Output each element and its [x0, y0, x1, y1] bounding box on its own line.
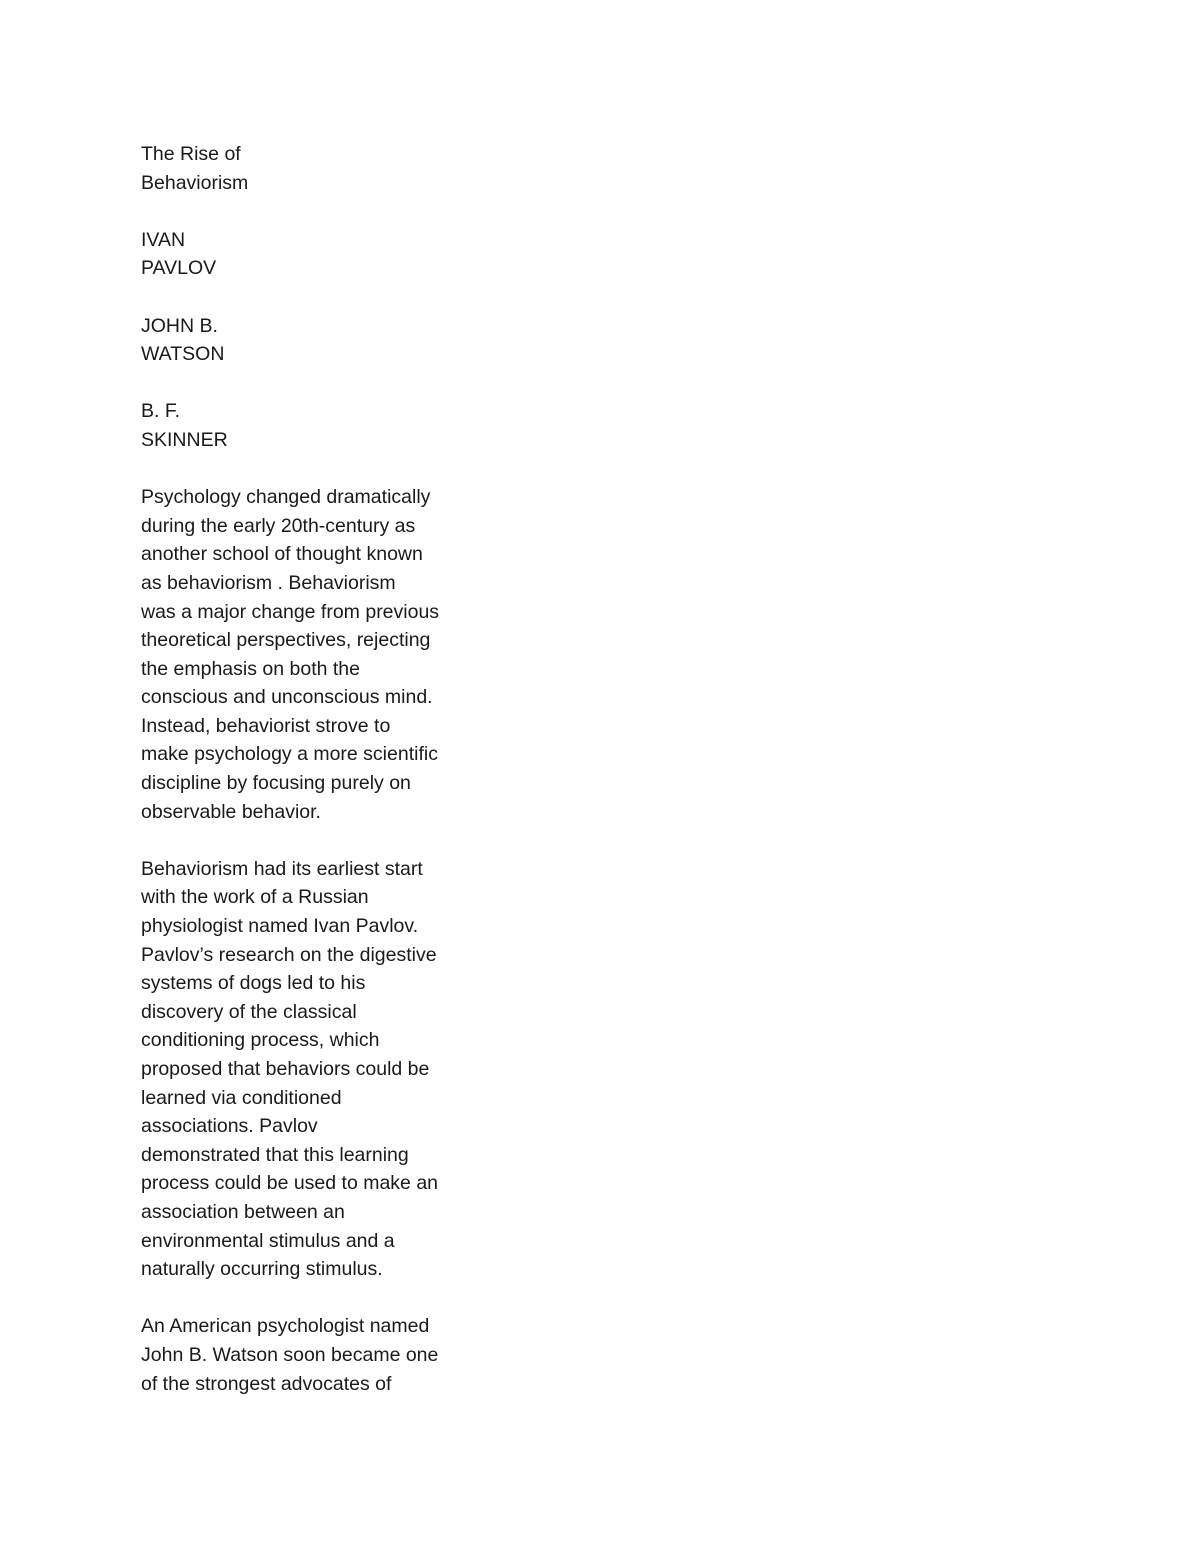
- paragraph-line: associations. Pavlov: [141, 1115, 318, 1138]
- paragraph-line: discipline by focusing purely on: [141, 772, 411, 795]
- paragraph-line: observable behavior.: [141, 800, 321, 823]
- document-body: [141, 140, 481, 1427]
- paragraph-line: during the early 20th-century as: [141, 514, 416, 537]
- title-line: The Rise of: [141, 143, 241, 165]
- name-line: IVAN: [141, 228, 186, 251]
- document-title: [141, 140, 481, 197]
- paragraph-line: Behaviorism had its earliest start: [141, 857, 423, 880]
- name-line: B. F.: [141, 400, 181, 423]
- paragraph-line: physiologist named Ivan Pavlov.: [141, 915, 419, 938]
- name-heading-watson: [141, 312, 481, 369]
- paragraph-line: was a major change from previous: [141, 600, 440, 623]
- paragraph-line: as behaviorism . Behaviorism: [141, 571, 396, 594]
- paragraph-line: Psychology changed dramatically: [141, 486, 431, 509]
- paragraph-line: naturally occurring stimulus.: [141, 1258, 383, 1281]
- paragraph-line: John B. Watson soon became one: [141, 1343, 439, 1366]
- paragraph-line: conditioning process, which: [141, 1029, 380, 1052]
- paragraph-line: conscious and unconscious mind.: [141, 686, 433, 709]
- paragraph-line: make psychology a more scientific: [141, 743, 438, 766]
- paragraph-line: discovery of the classical: [141, 1000, 357, 1023]
- name-heading-skinner: [141, 397, 481, 454]
- paragraph-1: [141, 483, 481, 826]
- paragraph-line: process could be used to make an: [141, 1172, 439, 1195]
- name-line: SKINNER: [141, 428, 228, 451]
- paragraph-line: theoretical perspectives, rejecting: [141, 629, 431, 652]
- paragraph-line: Instead, behaviorist strove to: [141, 714, 391, 737]
- paragraph-line: environmental stimulus and a: [141, 1229, 395, 1252]
- name-line: JOHN B.: [141, 314, 218, 337]
- paragraph-line: proposed that behaviors could be: [141, 1058, 430, 1080]
- paragraph-2: [141, 855, 481, 1284]
- paragraph-line: systems of dogs led to his: [141, 972, 366, 995]
- name-line: PAVLOV: [141, 257, 217, 280]
- paragraph-line: demonstrated that this learning: [141, 1143, 409, 1166]
- paragraph-line: with the work of a Russian: [141, 886, 369, 909]
- paragraph-line: Pavlov’s research on the digestive: [141, 943, 437, 966]
- paragraph-line: of the strongest advocates of: [141, 1372, 392, 1395]
- paragraph-line: association between an: [141, 1200, 345, 1223]
- paragraph-line: learned via conditioned: [141, 1086, 342, 1109]
- paragraph-line: another school of thought known: [141, 543, 423, 566]
- title-line: Behaviorism: [141, 171, 249, 194]
- paragraph-3: [141, 1312, 481, 1398]
- name-heading-pavlov: [141, 226, 481, 283]
- name-line: WATSON: [141, 343, 225, 366]
- paragraph-line: An American psychologist named: [141, 1315, 430, 1338]
- paragraph-line: the emphasis on both the: [141, 657, 360, 680]
